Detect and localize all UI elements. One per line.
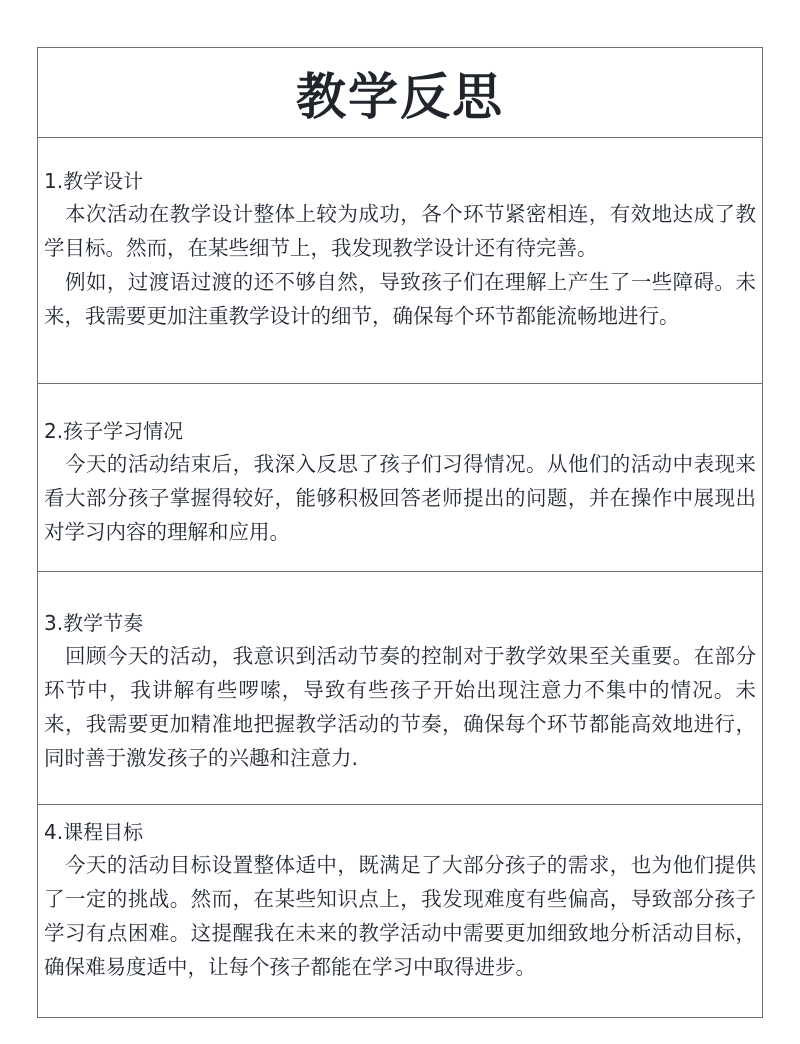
section-course-goals bbox=[38, 805, 762, 1017]
section-heading: 1.教学设计 bbox=[44, 169, 144, 193]
section-paragraph: 本次活动在教学设计整体上较为成功，各个环节紧密相连，有效地达成了教学目标。然而，在某些细节上，我发现教学设计还有待完善。 bbox=[44, 202, 756, 260]
section-teaching-design bbox=[38, 138, 762, 384]
section-paragraph: 今天的活动目标设置整体适中，既满足了大部分孩子的需求，也为他们提供了一定的挑战。然而，在某些知识点上，我发现难度有些偏高，导致部分孩子学习有点困难。这提醒我在未来的教学活动中需要更加细致地分析活动目标，确保难易度适中，让每个孩子都能在学习中取得进步。 bbox=[44, 853, 756, 979]
page-title: 教学反思 bbox=[296, 67, 504, 126]
reflection-table bbox=[37, 47, 763, 1018]
section-paragraph: 回顾今天的活动，我意识到活动节奏的控制对于教学效果至关重要。在部分环节中，我讲解有些啰嗦，导致有些孩子开始出现注意力不集中的情况。未来，我需要更加精准地把握教学活动的节奏，确保每个环节都能高效地进行，同时善于激发孩子的兴趣和注意力. bbox=[44, 644, 756, 770]
section-heading: 3.教学节奏 bbox=[44, 611, 144, 635]
section-teaching-rhythm bbox=[38, 572, 762, 805]
section-heading: 2.孩子学习情况 bbox=[44, 419, 184, 443]
section-paragraph: 例如，过渡语过渡的还不够自然，导致孩子们在理解上产生了一些障碍。未来，我需要更加注重教学设计的细节，确保每个环节都能流畅地进行。 bbox=[44, 270, 756, 328]
section-child-learning bbox=[38, 384, 762, 572]
title-cell bbox=[38, 48, 762, 138]
section-paragraph: 今天的活动结束后，我深入反思了孩子们习得情况。从他们的活动中表现来看大部分孩子掌握得较好，能够积极回答老师提出的问题，并在操作中展现出对学习内容的理解和应用。 bbox=[44, 452, 756, 544]
section-heading: 4.课程目标 bbox=[44, 820, 144, 844]
